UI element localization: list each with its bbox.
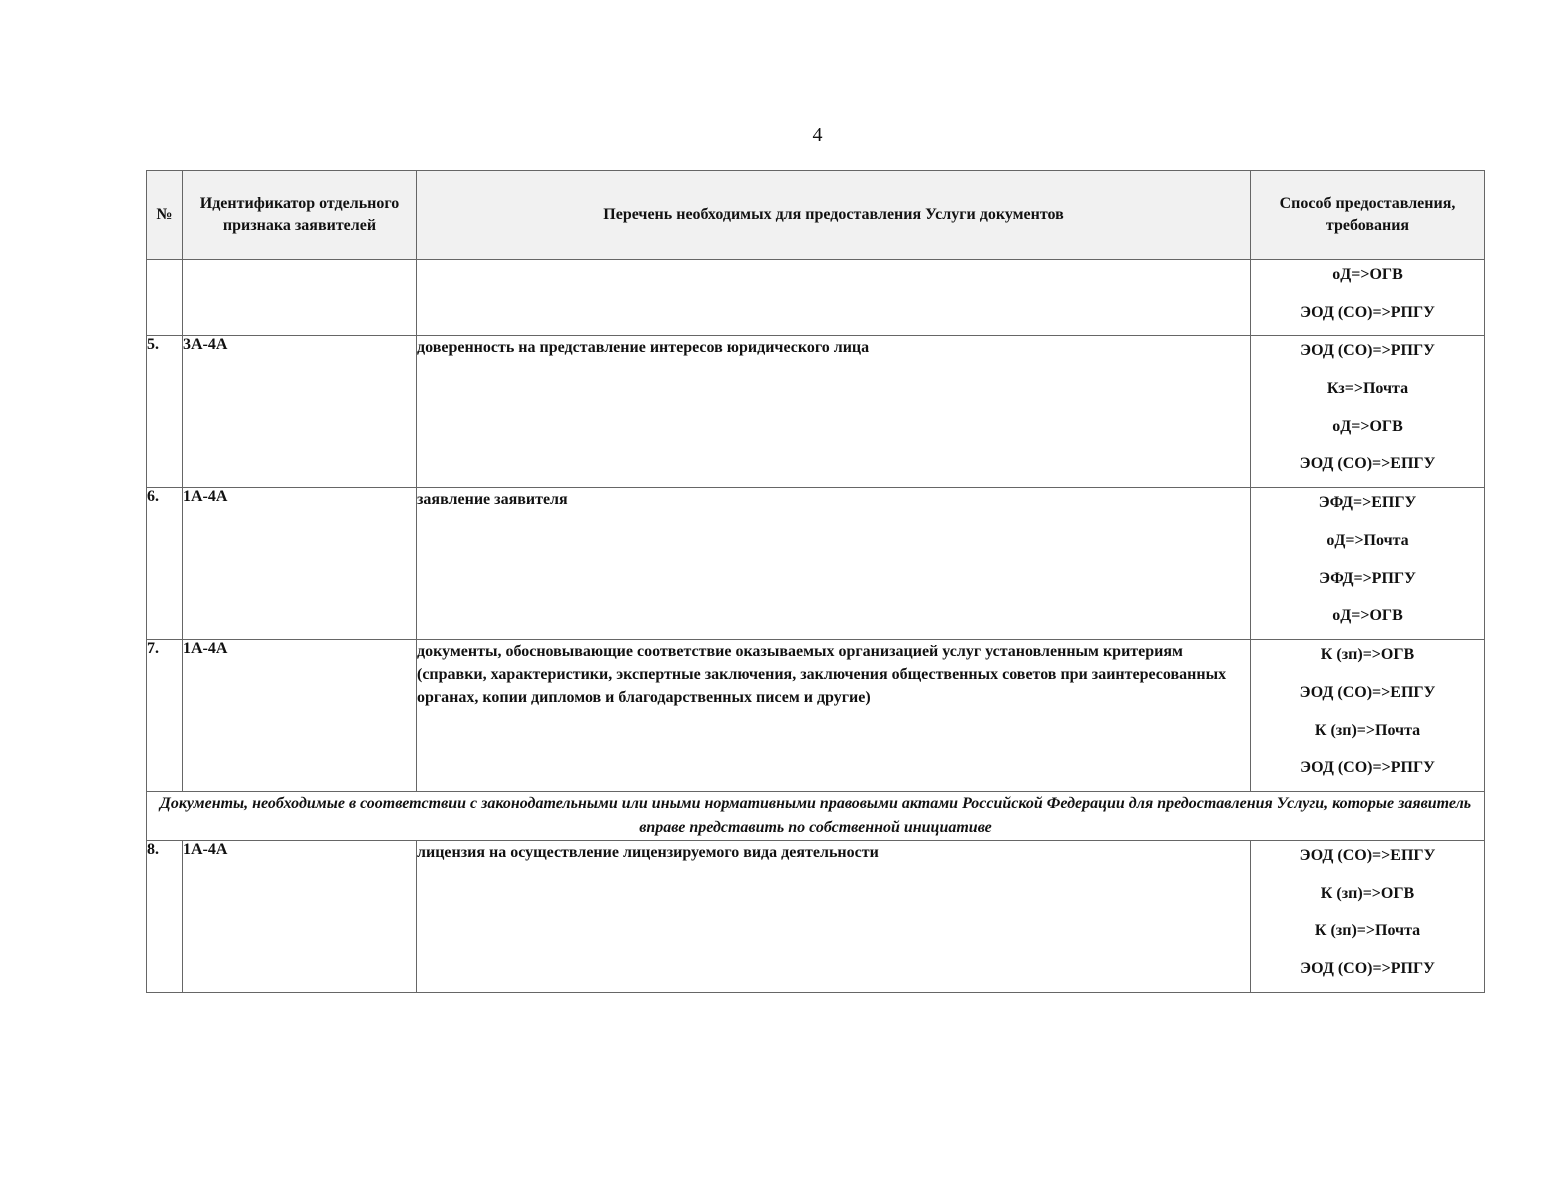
header-identifier: Идентификатор отдельного признака заявителей — [183, 171, 417, 260]
method-item: К (зп)=>Почта — [1314, 922, 1421, 940]
row-identifier: 1А-4А — [183, 840, 417, 992]
method-item: ЭОД (СО)=>ЕПГУ — [1299, 683, 1436, 701]
row-identifier: 3А-4А — [183, 336, 417, 488]
row-document: документы, обосновывающие соответствие оказываемых организацией услуг установленным критериям (справки, характеристики, экспертные заключения, заключения общественных советов при заинтересованных органах, копии дипломов и благодарственных писем и другие) — [417, 640, 1251, 792]
row-document: лицензия на осуществление лицензируемого вида деятельности — [417, 840, 1251, 992]
row-num: 8. — [147, 840, 183, 992]
method-item: ЭОД (СО)=>РПГУ — [1300, 759, 1435, 777]
method-item: оД=>ОГВ — [1332, 266, 1403, 283]
row-identifier: 1А-4А — [183, 640, 417, 792]
method-item: оД=>ОГВ — [1332, 607, 1403, 625]
row-identifier — [183, 260, 417, 336]
table-row — [147, 336, 1485, 488]
header-method: Способ предоставления, требования — [1251, 171, 1485, 260]
method-item: ЭФД=>РПГУ — [1319, 569, 1416, 587]
documents-table — [146, 170, 1485, 993]
row-num: 7. — [147, 640, 183, 792]
row-num: 5. — [147, 336, 183, 488]
row-methods — [1251, 488, 1485, 640]
method-item: К (зп)=>ОГВ — [1320, 884, 1415, 902]
row-document — [417, 260, 1251, 336]
method-item: оД=>Почта — [1326, 532, 1409, 550]
table-header-row — [147, 171, 1485, 260]
row-document: доверенность на представление интересов юридического лица — [417, 336, 1251, 488]
method-item: ЭОД (СО)=>ЕПГУ — [1299, 455, 1436, 473]
header-num: № — [147, 171, 183, 260]
row-methods — [1251, 336, 1485, 488]
table-row — [147, 840, 1485, 992]
row-num: 6. — [147, 488, 183, 640]
row-methods — [1251, 260, 1485, 336]
method-item: ЭОД (СО)=>РПГУ — [1300, 303, 1435, 321]
table-row — [147, 640, 1485, 792]
method-item: ЭОД (СО)=>РПГУ — [1300, 959, 1435, 977]
row-methods — [1251, 640, 1485, 792]
table-row — [147, 488, 1485, 640]
row-identifier: 1А-4А — [183, 488, 417, 640]
section-heading: Документы, необходимые в соответствии с законодательными или иными нормативными правовыми актами Российской Федерации для предоставления Услуги, которые заявитель вправе представить по собственной инициативе — [147, 791, 1485, 840]
method-item: ЭОД (СО)=>РПГУ — [1300, 342, 1435, 360]
row-methods — [1251, 840, 1485, 992]
method-item: оД=>ОГВ — [1332, 417, 1403, 435]
method-item: ЭФД=>ЕПГУ — [1318, 494, 1417, 512]
method-item: К (зп)=>ОГВ — [1320, 646, 1415, 664]
header-documents: Перечень необходимых для предоставления Услуги документов — [417, 171, 1251, 260]
table-row — [147, 260, 1485, 336]
row-document: заявление заявителя — [417, 488, 1251, 640]
section-heading-row — [147, 791, 1485, 840]
method-item: Кз=>Почта — [1326, 380, 1409, 398]
method-item: ЭОД (СО)=>ЕПГУ — [1299, 846, 1436, 864]
row-num — [147, 260, 183, 336]
method-item: К (зп)=>Почта — [1314, 721, 1421, 739]
page-number: 4 — [812, 124, 823, 146]
